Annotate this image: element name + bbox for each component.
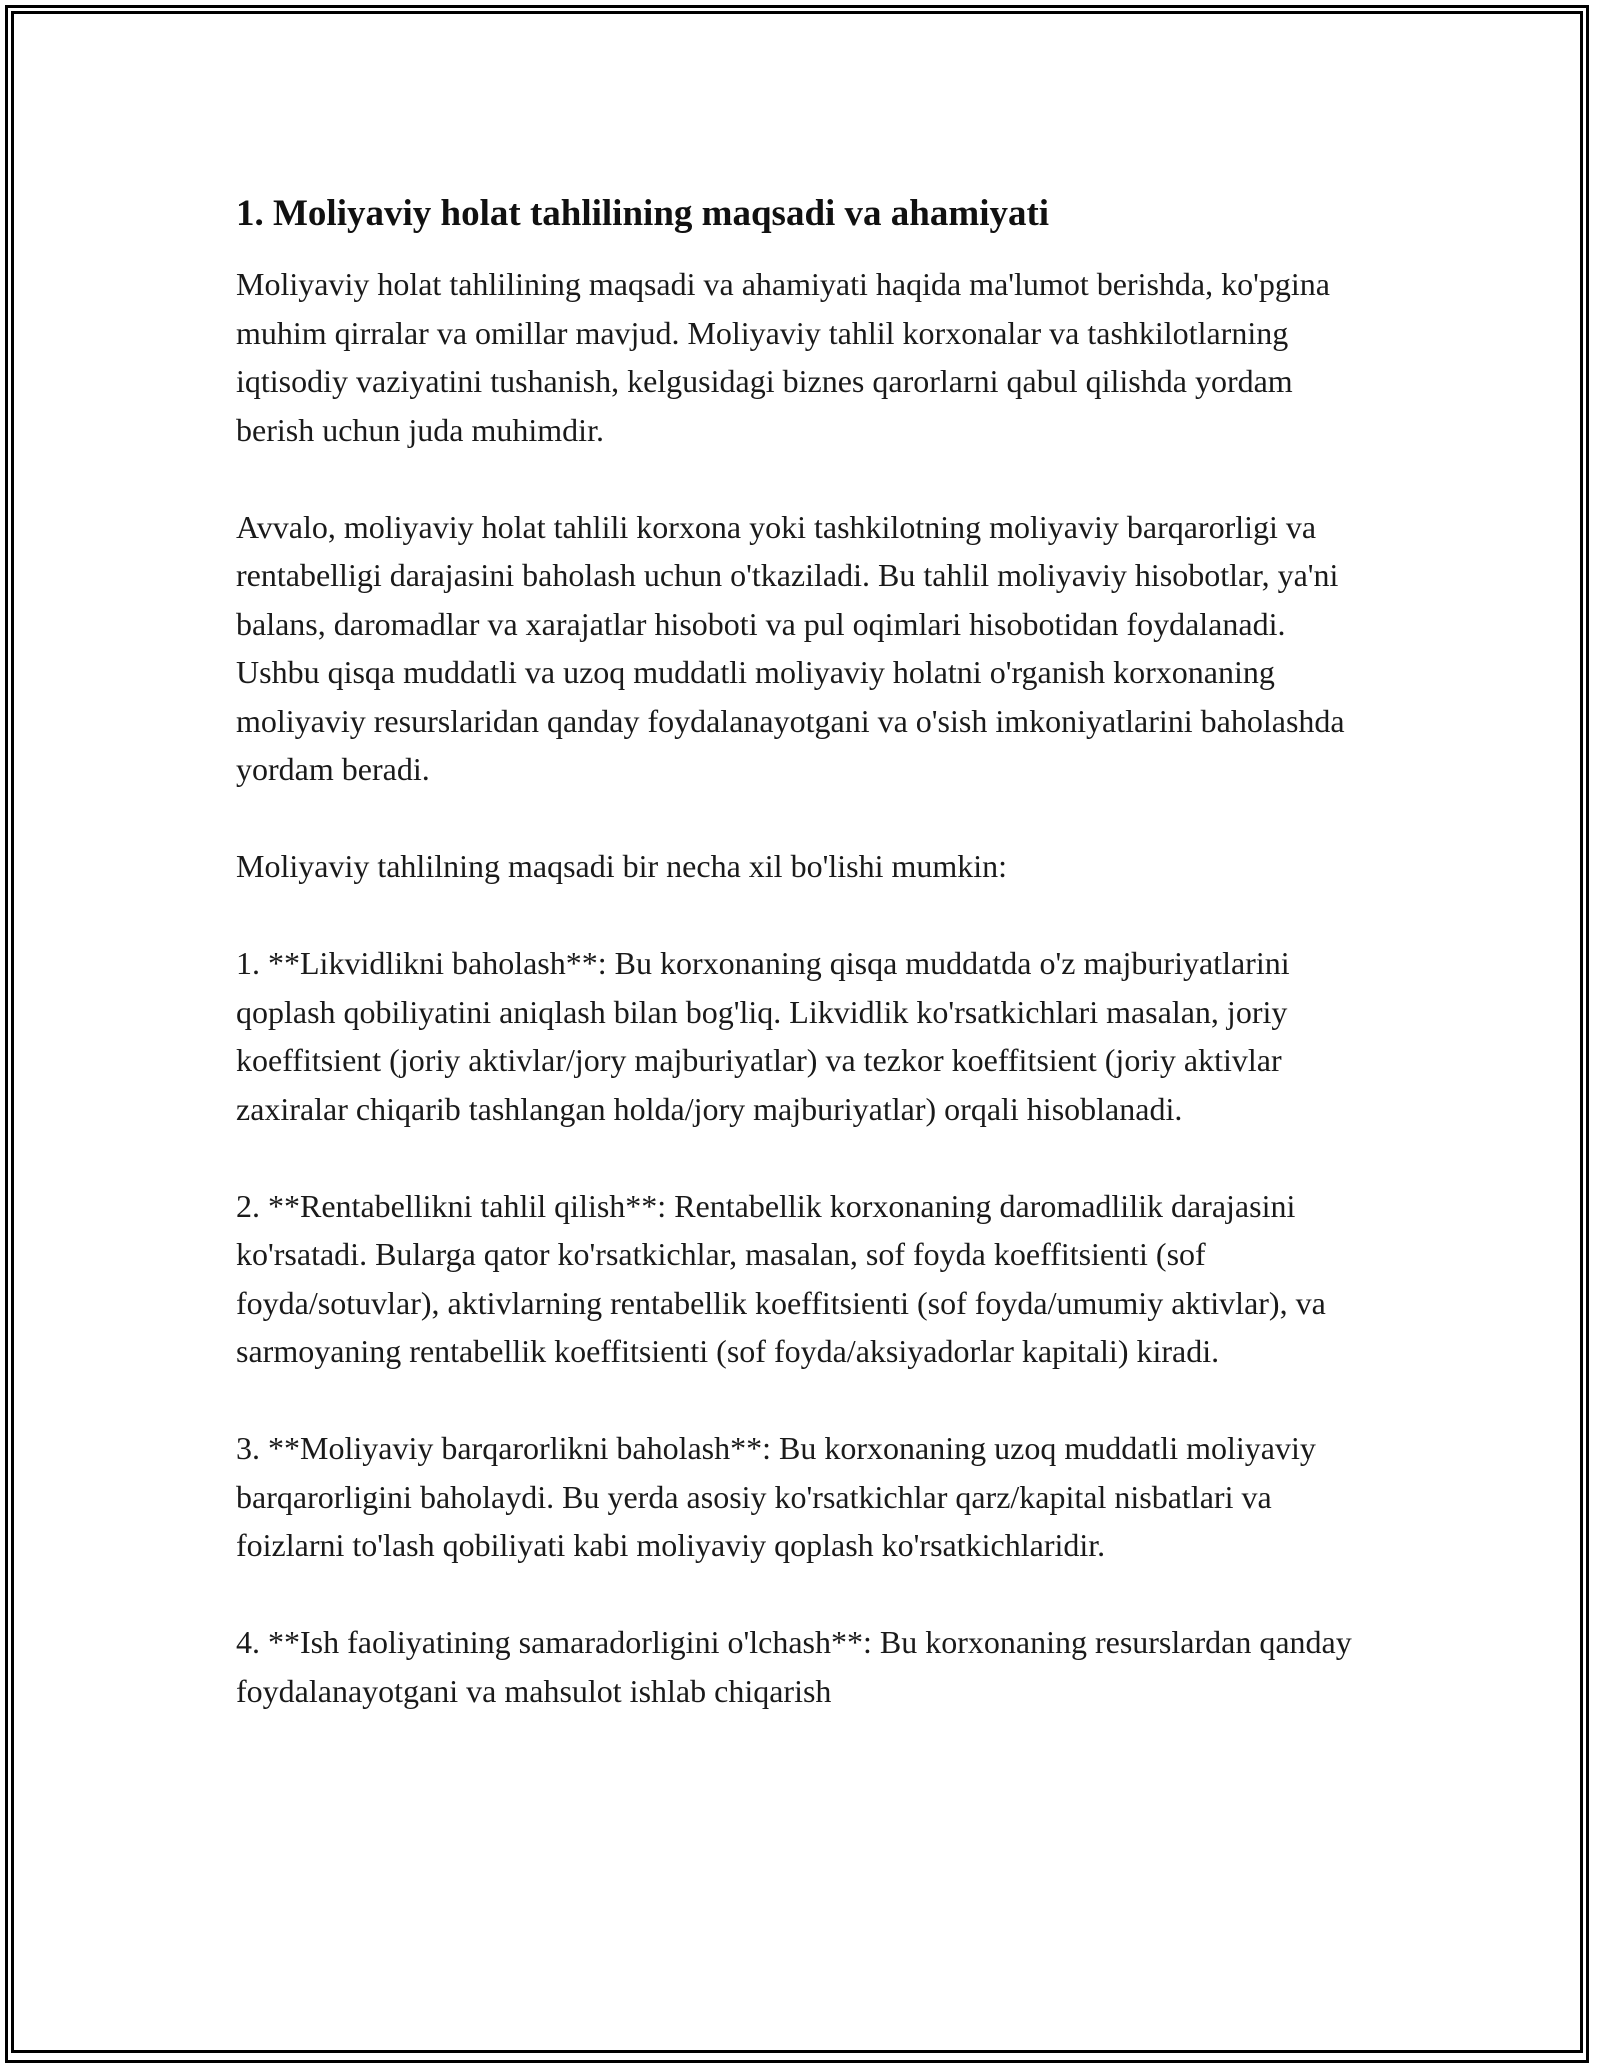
- list-item-profitability: 2. **Rentabellikni tahlil qilish**: Rentabellik korxonaning daromadlilik darajasini ko'rsatadi. Bularga qator ko'rsatkichlar, masalan, sof foyda koeffitsienti (sof foyda/sotuvlar), aktivlarning rentabellik koeffitsienti (sof foyda/umumiy aktivlar), va sarmoyaning rentabellik koeffitsienti (sof foyda/aksiyadorlar kapitali) kiradi.: [236, 1187, 1326, 1369]
- list-item-efficiency: 4. **Ish faoliyatining samaradorligini o'lchash**: Bu korxonaning resurslardan qanday foydalanayotgani va mahsulot ishlab chiqarish: [236, 1624, 1352, 1709]
- section-heading: 1. Moliyaviy holat tahlilining maqsadi va ahamiyati: [236, 193, 1050, 234]
- paragraph-intro: Moliyaviy holat tahlilining maqsadi va ahamiyati haqida ma'lumot berishda, ko'pgina muhim qirralar va omillar mavjud. Moliyaviy tahlil korxonalar va tashkilotlarning iqtisodiy vaziyatini tushanish, kelgusidagi biznes qarorlarni qabul qilishda yordam berish uchun juda muhimdir.: [236, 266, 1330, 448]
- paragraph-goals-intro: Moliyaviy tahlilning maqsadi bir necha xil bo'lishi mumkin:: [236, 848, 1008, 884]
- list-item-liquidity: 1. **Likvidlikni baholash**: Bu korxonaning qisqa muddatda o'z majburiyatlarini qoplash qobiliyatini aniqlash bilan bog'liq. Likvidlik ko'rsatkichlari masalan, joriy koeffitsient (joriy aktivlar/jory majburiyatlar) va tezkor koeffitsient (joriy aktivlar zaxiralar chiqarib tashlangan holda/jory majburiyatlar) orqali hisoblanadi.: [236, 945, 1290, 1127]
- document-body: [236, 188, 1366, 1715]
- paragraph-overview: Avvalo, moliyaviy holat tahlili korxona yoki tashkilotning moliyaviy barqarorligi va rentabelligi darajasini baholash uchun o'tkaziladi. Bu tahlil moliyaviy hisobotlar, ya'ni balans, daromadlar va xarajatlar hisoboti va pul oqimlari hisobotidan foydalanadi. Ushbu qisqa muddatli va uzoq muddatli moliyaviy holatni o'rganish korxonaning moliyaviy resurslaridan qanday foydalanayotgani va o'sish imkoniyatlarini baholashda yordam beradi.: [236, 508, 1345, 787]
- list-item-stability: 3. **Moliyaviy barqarorlikni baholash**: Bu korxonaning uzoq muddatli moliyaviy barqarorligini baholaydi. Bu yerda asosiy ko'rsatkichlar qarz/kapital nisbatlari va foizlarni to'lash qobiliyati kabi moliyaviy qoplash ko'rsatkichlaridir.: [236, 1430, 1316, 1563]
